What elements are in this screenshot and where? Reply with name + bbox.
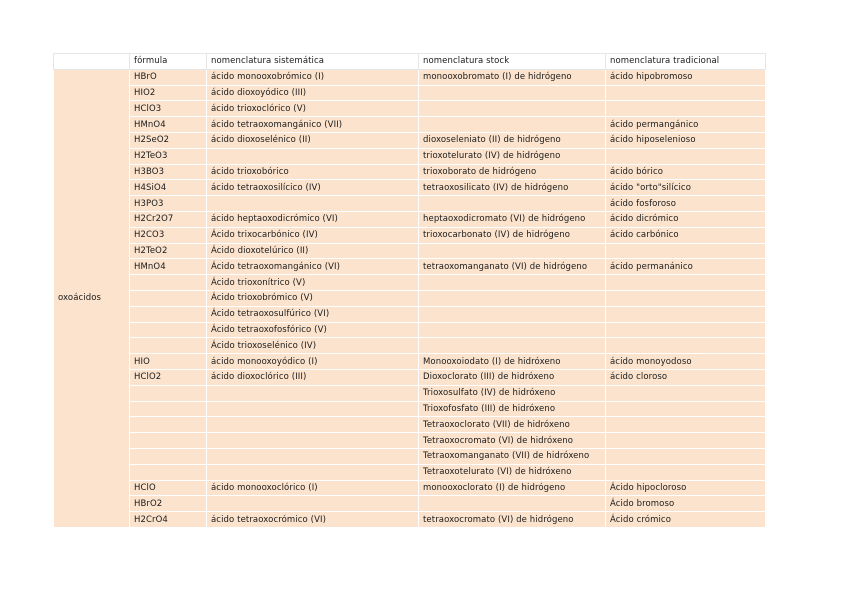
formula-cell[interactable] xyxy=(130,322,207,338)
header-cell-traditional[interactable]: nomenclatura tradicional xyxy=(606,54,766,70)
stock-cell[interactable]: trioxotelurato (IV) de hidrógeno xyxy=(419,148,606,164)
formula-cell[interactable] xyxy=(130,338,207,354)
traditional-cell[interactable] xyxy=(606,101,766,117)
systematic-cell[interactable] xyxy=(207,417,419,433)
stock-cell[interactable] xyxy=(419,306,606,322)
traditional-cell[interactable] xyxy=(606,85,766,101)
systematic-cell[interactable] xyxy=(207,496,419,512)
systematic-cell[interactable]: Ácido trixocarbónico (IV) xyxy=(207,227,419,243)
stock-cell[interactable] xyxy=(419,243,606,259)
formula-cell[interactable] xyxy=(130,433,207,449)
stock-cell[interactable] xyxy=(419,322,606,338)
formula-cell[interactable]: HClO xyxy=(130,480,207,496)
traditional-cell[interactable]: Ácido hipocloroso xyxy=(606,480,766,496)
formula-cell[interactable] xyxy=(130,275,207,291)
table-row xyxy=(54,275,766,291)
systematic-cell[interactable]: ácido tetraoxocrómico (VI) xyxy=(207,512,419,528)
traditional-cell[interactable]: ácido permangánico xyxy=(606,117,766,133)
table-row xyxy=(54,354,766,370)
traditional-cell[interactable]: ácido dicrómico xyxy=(606,211,766,227)
table-row xyxy=(54,433,766,449)
table-row xyxy=(54,117,766,133)
table-row xyxy=(54,243,766,259)
stock-cell[interactable]: Tetraoxomanganato (VII) de hidróxeno xyxy=(419,448,606,464)
stock-cell[interactable]: monooxobromato (I) de hidrógeno xyxy=(419,69,606,85)
formula-cell[interactable]: H2CO3 xyxy=(130,227,207,243)
table-row xyxy=(54,259,766,275)
formula-cell[interactable]: H3PO3 xyxy=(130,196,207,212)
traditional-cell[interactable] xyxy=(606,448,766,464)
systematic-cell[interactable]: Ácido trioxobrómico (V) xyxy=(207,290,419,306)
table-row xyxy=(54,512,766,528)
traditional-cell[interactable]: ácido permanánico xyxy=(606,259,766,275)
table-row xyxy=(54,101,766,117)
systematic-cell[interactable] xyxy=(207,433,419,449)
formula-cell[interactable] xyxy=(130,401,207,417)
table-row xyxy=(54,180,766,196)
traditional-cell[interactable] xyxy=(606,322,766,338)
systematic-cell[interactable] xyxy=(207,401,419,417)
formula-cell[interactable]: HIO2 xyxy=(130,85,207,101)
traditional-cell[interactable] xyxy=(606,417,766,433)
stock-cell[interactable]: Dioxoclorato (III) de hidróxeno xyxy=(419,369,606,385)
stock-cell[interactable] xyxy=(419,196,606,212)
systematic-cell[interactable]: ácido monooxobrómico (I) xyxy=(207,69,419,85)
formula-cell[interactable]: HMnO4 xyxy=(130,259,207,275)
table-row xyxy=(54,322,766,338)
formula-cell[interactable]: HIO xyxy=(130,354,207,370)
table-row xyxy=(54,306,766,322)
stock-cell[interactable]: tetraoxomanganato (VI) de hidrógeno xyxy=(419,259,606,275)
table-body xyxy=(54,54,766,528)
table-row xyxy=(54,196,766,212)
systematic-cell[interactable]: Ácido tetraoxofosfórico (V) xyxy=(207,322,419,338)
formula-cell[interactable]: H2TeO3 xyxy=(130,148,207,164)
systematic-cell[interactable]: Ácido trioxoselénico (IV) xyxy=(207,338,419,354)
stock-cell[interactable]: tetraoxosilicato (IV) de hidrógeno xyxy=(419,180,606,196)
stock-cell[interactable]: trioxoborato de hidrógeno xyxy=(419,164,606,180)
systematic-cell[interactable]: Ácido tetraoxomangánico (VI) xyxy=(207,259,419,275)
table-row xyxy=(54,417,766,433)
systematic-cell[interactable] xyxy=(207,464,419,480)
stock-cell[interactable] xyxy=(419,290,606,306)
systematic-cell[interactable]: ácido dioxoclórico (III) xyxy=(207,369,419,385)
traditional-cell[interactable] xyxy=(606,433,766,449)
table-row xyxy=(54,69,766,85)
traditional-cell[interactable] xyxy=(606,464,766,480)
systematic-cell[interactable]: ácido tetraoxomangánico (VII) xyxy=(207,117,419,133)
systematic-cell[interactable] xyxy=(207,448,419,464)
stock-cell[interactable]: tetraoxocromato (VI) de hidrógeno xyxy=(419,512,606,528)
table-row xyxy=(54,290,766,306)
formula-cell[interactable] xyxy=(130,448,207,464)
table-row xyxy=(54,85,766,101)
stock-cell[interactable]: Tetraoxotelurato (VI) de hidróxeno xyxy=(419,464,606,480)
traditional-cell[interactable]: ácido "orto"silícico xyxy=(606,180,766,196)
traditional-cell[interactable]: ácido carbónico xyxy=(606,227,766,243)
formula-cell[interactable]: HBrO2 xyxy=(130,496,207,512)
stock-cell[interactable] xyxy=(419,496,606,512)
stock-cell[interactable]: Trioxofosfato (III) de hidróxeno xyxy=(419,401,606,417)
table-row xyxy=(54,496,766,512)
systematic-cell[interactable] xyxy=(207,196,419,212)
formula-cell[interactable] xyxy=(130,464,207,480)
traditional-cell[interactable] xyxy=(606,401,766,417)
table-row xyxy=(54,148,766,164)
formula-cell[interactable] xyxy=(130,417,207,433)
systematic-cell[interactable]: Ácido trioxonítrico (V) xyxy=(207,275,419,291)
table-row xyxy=(54,448,766,464)
systematic-cell[interactable]: ácido trioxobórico xyxy=(207,164,419,180)
table-row xyxy=(54,227,766,243)
traditional-cell[interactable]: ácido cloroso xyxy=(606,369,766,385)
formula-cell[interactable]: H3BO3 xyxy=(130,164,207,180)
traditional-cell[interactable]: ácido hiposelenioso xyxy=(606,132,766,148)
systematic-cell[interactable]: ácido trioxoclórico (V) xyxy=(207,101,419,117)
systematic-cell[interactable]: ácido dioxoselénico (II) xyxy=(207,132,419,148)
traditional-cell[interactable]: Ácido crómico xyxy=(606,512,766,528)
traditional-cell[interactable] xyxy=(606,290,766,306)
stock-cell[interactable] xyxy=(419,85,606,101)
traditional-cell[interactable] xyxy=(606,148,766,164)
table-row xyxy=(54,164,766,180)
header-cell-formula[interactable]: fórmula xyxy=(130,54,207,70)
traditional-cell[interactable] xyxy=(606,275,766,291)
traditional-cell[interactable]: ácido fosforoso xyxy=(606,196,766,212)
formula-cell[interactable] xyxy=(130,385,207,401)
table-row xyxy=(54,211,766,227)
table-row xyxy=(54,401,766,417)
formula-cell[interactable]: H2TeO2 xyxy=(130,243,207,259)
systematic-cell[interactable]: ácido heptaoxodicrómico (VI) xyxy=(207,211,419,227)
header-cell-systematic[interactable]: nomenclatura sistemática xyxy=(207,54,419,70)
header-cell-stock[interactable]: nomenclatura stock xyxy=(419,54,606,70)
systematic-cell[interactable]: ácido dioxoyódico (III) xyxy=(207,85,419,101)
stock-cell[interactable] xyxy=(419,117,606,133)
stock-cell[interactable] xyxy=(419,101,606,117)
traditional-cell[interactable]: ácido monoyodoso xyxy=(606,354,766,370)
table-row xyxy=(54,385,766,401)
table-row xyxy=(54,480,766,496)
traditional-cell[interactable] xyxy=(606,243,766,259)
stock-cell[interactable]: monooxoclorato (I) de hidrógeno xyxy=(419,480,606,496)
header-cell-blank[interactable] xyxy=(54,54,130,70)
table-row xyxy=(54,338,766,354)
traditional-cell[interactable] xyxy=(606,385,766,401)
group-label-cell[interactable]: oxoácidos xyxy=(54,69,130,527)
traditional-cell[interactable]: ácido bórico xyxy=(606,164,766,180)
table-row xyxy=(54,369,766,385)
traditional-cell[interactable]: ácido hipobromoso xyxy=(606,69,766,85)
formula-cell[interactable]: H4SiO4 xyxy=(130,180,207,196)
table-row xyxy=(54,132,766,148)
formula-cell[interactable]: H2Cr2O7 xyxy=(130,211,207,227)
stock-cell[interactable]: heptaoxodicromato (VI) de hidrógeno xyxy=(419,211,606,227)
stock-cell[interactable]: dioxoseleniato (II) de hidrógeno xyxy=(419,132,606,148)
systematic-cell[interactable] xyxy=(207,148,419,164)
spreadsheet-table xyxy=(53,53,766,528)
systematic-cell[interactable]: ácido monooxoclórico (I) xyxy=(207,480,419,496)
stock-cell[interactable]: Monooxoiodato (I) de hidróxeno xyxy=(419,354,606,370)
stock-cell[interactable]: Tetraoxoclorato (VII) de hidróxeno xyxy=(419,417,606,433)
systematic-cell[interactable]: ácido tetraoxosilícico (IV) xyxy=(207,180,419,196)
formula-cell[interactable] xyxy=(130,290,207,306)
formula-cell[interactable]: HBrO xyxy=(130,69,207,85)
stock-cell[interactable]: Trioxosulfato (IV) de hidróxeno xyxy=(419,385,606,401)
systematic-cell[interactable]: Ácido tetraoxosulfúrico (VI) xyxy=(207,306,419,322)
header-row xyxy=(54,54,766,70)
traditional-cell[interactable] xyxy=(606,306,766,322)
formula-cell[interactable] xyxy=(130,306,207,322)
traditional-cell[interactable] xyxy=(606,338,766,354)
stock-cell[interactable]: Tetraoxocromato (VI) de hidróxeno xyxy=(419,433,606,449)
formula-cell[interactable]: HMnO4 xyxy=(130,117,207,133)
stock-cell[interactable] xyxy=(419,275,606,291)
formula-cell[interactable]: H2SeO2 xyxy=(130,132,207,148)
formula-cell[interactable]: HClO3 xyxy=(130,101,207,117)
stock-cell[interactable] xyxy=(419,338,606,354)
traditional-cell[interactable]: Ácido bromoso xyxy=(606,496,766,512)
systematic-cell[interactable] xyxy=(207,385,419,401)
formula-cell[interactable]: H2CrO4 xyxy=(130,512,207,528)
table-row xyxy=(54,464,766,480)
stock-cell[interactable]: trioxocarbonato (IV) de hidrógeno xyxy=(419,227,606,243)
systematic-cell[interactable]: Ácido dioxotelúrico (II) xyxy=(207,243,419,259)
formula-cell[interactable]: HClO2 xyxy=(130,369,207,385)
systematic-cell[interactable]: ácido monooxoyódico (I) xyxy=(207,354,419,370)
